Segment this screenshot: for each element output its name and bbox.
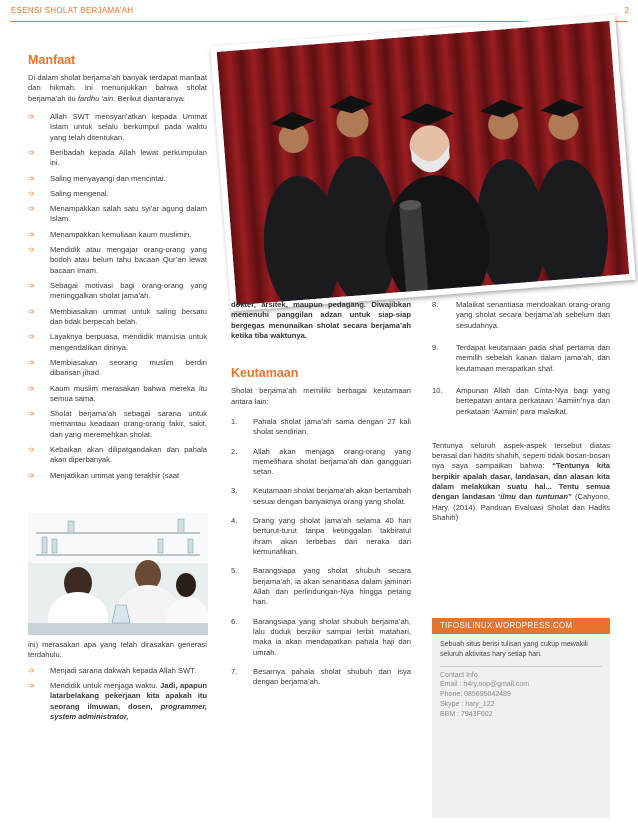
keutamaan-item-text: Orang yang sholat jama’ah selama 40 hari berturut-turut tanpa ketinggalan takbiratul ihram akan terbebas dari neraka dan kemunafikan. xyxy=(253,516,411,556)
manfaat-item xyxy=(28,112,207,143)
fardhu-ain-emphasis: fardhu ‘ain. xyxy=(77,93,116,103)
keutamaan-item-text: Allah akan menjaga orang-orang yang memelihara sholat berjama’ah dari gangguan setan. xyxy=(253,446,411,477)
keutamaan-item xyxy=(432,386,610,417)
keutamaan-item xyxy=(231,447,411,478)
keutamaan-title: Keutamaan xyxy=(231,366,299,381)
keutamaan-right-column xyxy=(432,300,610,523)
keutamaan-item-text: Keutamaan sholat berjama’ah akan bertambah sesuai dengan banyaknya orang yang sholat. xyxy=(253,486,411,506)
arrow-bullet-icon: ➩ xyxy=(28,111,35,121)
contact-title: Contact Info. xyxy=(440,671,480,679)
arrow-bullet-icon: ➩ xyxy=(28,470,35,480)
arrow-bullet-icon: ➩ xyxy=(28,204,35,214)
manfaat-item-text: Kaum muslim merasakan bahwa mereka itu semua sama. xyxy=(50,383,207,403)
profession-paragraph: dokter, arsitek, maupun pedagang. Diwajibkan memenuhi panggilan adzan untuk siap-siap bergegas menunaikan sholat secara berjama’ah ketika tiba waktunya. xyxy=(231,300,411,340)
item-number: 6. xyxy=(231,616,238,626)
manfaat-item xyxy=(28,471,207,481)
manfaat-item-text: Menjadi sarana dakwah kepada Allah SWT. xyxy=(50,665,197,675)
keutamaan-item-text: Terdapat keutamaan pada shaf pertama dan memilih sebelah kanan dalam jama’ah, dan keutamaan merapatkan shaf. xyxy=(456,342,610,373)
laboratory-photo xyxy=(28,513,208,635)
manfaat-item xyxy=(28,148,207,169)
keutamaan-item-text: Besarnya pahala sholat shubuh dan isya dengan berjama’ah. xyxy=(253,666,411,687)
arrow-bullet-icon: ➩ xyxy=(28,332,35,342)
keutamaan-item xyxy=(231,516,411,557)
arrow-bullet-icon: ➩ xyxy=(28,409,35,419)
item-number: 5. xyxy=(231,566,238,576)
website-description: Sebuah situs berisi tulisan yang cukup mewakili seluruh aktivitas hary setiap hari. xyxy=(440,641,588,658)
keutamaan-item xyxy=(231,667,411,688)
manfaat-item xyxy=(28,384,207,405)
manfaat-item-text: Kebaikan akan dilipatgandakan dan pahala akan diperbanyak. xyxy=(50,445,207,465)
keutamaan-item xyxy=(231,417,411,438)
manfaat-item-text: Mendidik atau mengajar orang-orang yang bodoh atau belum tahu bacaan Qur’an lewat bacaan Imam. xyxy=(50,245,207,275)
closing-quote: Tentunya seluruh aspek-aspek tersebut diatas berasal dari hadits shahih, seperti tidak bosan-bosan nya saya sampaikan bahwa: “Tentunya kita berpikir apalah dasar, landasan, dan alasan kita dalam melakukan suatu hal... Tentu semua dengan landasan ‘ilmu dan tuntunan” (Cahyono, Hary. (2014). Panduan Evaluasi Sholat dan Hadits Shahih) xyxy=(432,440,610,522)
manfaat-continuation xyxy=(28,640,207,727)
arrow-bullet-icon: ➩ xyxy=(28,680,35,690)
page-number: 2 xyxy=(624,6,629,15)
arrow-bullet-icon: ➩ xyxy=(28,173,35,183)
manfaat-item-text: Menampakkan kemuliaan kaum muslimin. xyxy=(50,229,192,239)
contact-email[interactable]: Email : h4ry.oop@gmail.com xyxy=(440,681,530,689)
arrow-bullet-icon: ➩ xyxy=(28,245,35,255)
arrow-bullet-icon: ➩ xyxy=(28,147,35,157)
manfaat-item-text: Beribadah kepada Allah lewat perkumpulan ini. xyxy=(50,147,207,168)
website-info-box xyxy=(432,618,610,818)
manfaat-item-text: Saling mengenal. xyxy=(50,188,109,198)
manfaat-item-continuation: ini) merasakan apa yang telah dirasakan generasi terdahulu. xyxy=(28,640,207,660)
manfaat-intro: Di dalam sholat berjama’ah banyak terdapat manfaat dan hikmah. Ini menunjukkan bahwa sholat berjama’ah itu fardhu ‘ain. Berikut diantaranya: xyxy=(28,73,207,103)
keutamaan-item-text: Malaikat senantiasa mendoakan orang-orang yang sholat secara berjama’ah sebelum dan sesudahnya. xyxy=(456,300,610,330)
keutamaan-intro: Sholat berjama’ah memiliki berbagai keutamaan antara lain: xyxy=(231,386,411,406)
keutamaan-item-text: Ampunan Allah dan Cinta-Nya bagi yang bertepatan antara perkataan ‘Aamiin’nya dan perkataan ‘Aamiin’ para malaikat. xyxy=(456,385,610,416)
manfaat-item xyxy=(28,189,207,199)
arrow-bullet-icon: ➩ xyxy=(28,445,35,455)
arrow-bullet-icon: ➩ xyxy=(28,383,35,393)
item-number: 10. xyxy=(432,385,443,395)
document-header-title: ESENSI SHOLAT BERJAMA’AH xyxy=(11,6,134,15)
manfaat-item xyxy=(28,358,207,379)
keutamaan-item-text: Barangsiapa yang sholat shubuh secara berjama’ah, ia akan senantiasa dalam jaminan Allah dan perlindungan-Nya hingga petang hari. xyxy=(253,566,411,607)
item-number: 7. xyxy=(231,666,238,676)
manfaat-list-continued xyxy=(28,640,207,722)
manfaat-item xyxy=(28,666,207,676)
arrow-bullet-icon: ➩ xyxy=(28,357,35,367)
manfaat-item xyxy=(28,174,207,184)
keutamaan-column xyxy=(231,300,411,696)
arrow-bullet-icon: ➩ xyxy=(28,188,35,198)
arrow-bullet-icon: ➩ xyxy=(28,665,35,675)
laboratory-illustration xyxy=(28,513,208,635)
manfaat-item-text: Membiasakan seorang muslim berdiri dibarisan jihad. xyxy=(50,357,207,378)
keutamaan-item xyxy=(432,343,610,374)
contact-bbm: BBM : 7943F602 xyxy=(440,710,493,718)
manfaat-item xyxy=(28,681,207,722)
keutamaan-item xyxy=(231,486,411,507)
manfaat-list xyxy=(28,112,207,481)
manfaat-item-text: Layaknya berpuasa, mendidik manusia untuk mengendalikan dirinya. xyxy=(50,332,207,352)
keutamaan-item xyxy=(432,300,610,331)
manfaat-item-text: Membiasakan ummat untuk saling bersatu dan tidak berpecah belah. xyxy=(50,306,207,326)
manfaat-item xyxy=(28,332,207,353)
manfaat-item xyxy=(28,245,207,276)
manfaat-item xyxy=(28,307,207,328)
manfaat-title: Manfaat xyxy=(28,53,76,67)
item-number: 3. xyxy=(231,486,238,496)
keutamaan-list xyxy=(231,417,411,688)
item-number: 2. xyxy=(231,446,238,456)
manfaat-column xyxy=(28,52,207,486)
website-link[interactable]: TIFOSILINUX.WORDPRESS.COM xyxy=(432,618,610,634)
keutamaan-item xyxy=(231,566,411,607)
keutamaan-item xyxy=(231,617,411,658)
graduation-illustration xyxy=(217,21,630,305)
contact-skype: Skype : hary_122 xyxy=(440,700,495,708)
sidebox-divider xyxy=(440,666,602,667)
item-number: 4. xyxy=(231,516,238,526)
arrow-bullet-icon: ➩ xyxy=(28,229,35,239)
manfaat-item xyxy=(28,230,207,240)
manfaat-item-text: Menampakkan salah satu syi’ar agung dalam Islam. xyxy=(50,204,207,224)
arrow-bullet-icon: ➩ xyxy=(28,306,35,316)
graduation-photo xyxy=(210,14,636,311)
manfaat-item-text: Saling menyayangi dan mencintai. xyxy=(50,173,166,183)
item-number: 1. xyxy=(231,416,238,426)
manfaat-item-text: Sholat berjama’ah sebagai sarana untuk memantau keadaan orang-orang fakir, sakit, dan yang meremehkan sholat. xyxy=(50,409,207,439)
manfaat-item xyxy=(28,204,207,225)
manfaat-item-text: Sebagai motivasi bagi orang-orang yang meninggalkan sholat jama’ah. xyxy=(50,281,207,301)
item-number: 8. xyxy=(432,300,439,309)
keutamaan-item-text: Pahala sholat jama’ah sama dengan 27 kali sholat sendirian. xyxy=(253,416,411,437)
manfaat-item-text: Allah SWT mensyari’atkan kepada Ummat Islam untuk selalu berkumpul pada waktu yang telah ditentukan. xyxy=(50,111,207,142)
arrow-bullet-icon: ➩ xyxy=(28,281,35,290)
manfaat-item xyxy=(28,281,207,302)
keutamaan-item-text: Barangsiapa yang sholat shubuh berjama’ah, lalu duduk berzikir sampai terbit matahari, maka ia akan mendapatkan pahala haji dan umrah. xyxy=(253,616,411,657)
manfaat-item xyxy=(28,445,207,466)
contact-phone: Phone: 085695042489 xyxy=(440,691,511,699)
manfaat-item xyxy=(28,409,207,440)
manfaat-item-text: Mendidik untuk menjaga waktu. Jadi, apapun latarbelakang pekerjaan kita apakah itu seorang ilmuwan, dosen, programmer, system administrator, xyxy=(50,680,208,721)
keutamaan-list-continued xyxy=(432,300,610,417)
manfaat-item-text: Menjadikan ummat yang terakhir (saat xyxy=(50,470,180,480)
item-number: 9. xyxy=(432,342,439,352)
